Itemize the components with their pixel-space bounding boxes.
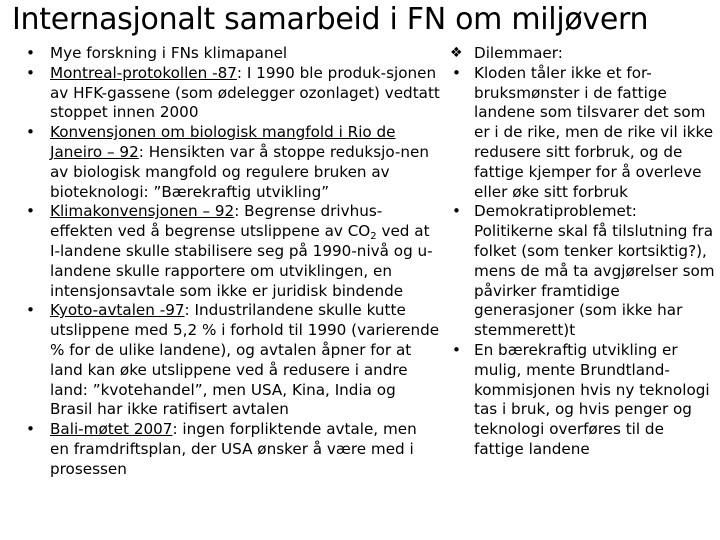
item-text: : ingen forpliktende avtale, men en framdriftsplan, der USA ønsker å være med i prosessen [50,420,417,478]
item-text: : Hensikten var å stoppe reduksjo-nen av biologisk mangfold og regulere bruken av bioteknologi: ”Bærekraftig utvikling” [50,142,429,201]
bullet-icon: • [26,202,35,221]
right-bullet-list [448,44,716,460]
list-item [22,44,440,64]
dilemma-heading: Dilemmaer: [474,44,563,62]
co2-subscript: 2 [370,231,377,243]
bullet-icon: • [26,123,35,142]
slide-title: Internasjonalt samarbeid i FN om miljøvern [12,2,649,37]
list-item [448,202,716,341]
item-title: Kyoto-avtalen -97 [50,301,185,320]
item-title: Bali-møtet 2007 [50,420,173,439]
bullet-icon: • [26,63,35,82]
bullet-icon: • [452,202,461,221]
item-text: En bærekraftig utvikling er mulig, mente Brundtland-kommisjonen hvis ny teknologi tas i bruk, og hvis penger og teknologi overføres til de fattige landene [474,340,710,458]
item-title: Montreal-protokollen -87 [50,63,237,82]
item-text: : Begrense drivhus-effekten ved å begrense utslippene av CO [50,202,383,241]
bullet-icon: • [452,340,461,359]
item-text: : I 1990 ble produk-sjonen av HFK-gassene (som ødelegger ozonlaget) vedtatt stoppet innen 2000 [50,63,440,122]
list-item [448,64,716,203]
bullet-icon: • [26,301,35,320]
item-text: ved at I-landene skulle stabilisere seg på 1990-nivå og u-landene skulle rapportere om utviklingen, en intensjonsavtale som ikke er juridisk bindende [50,222,433,300]
list-item [22,64,440,123]
list-item [22,202,440,301]
list-item [22,420,440,479]
list-item [448,44,716,64]
item-title: Konvensjonen om biologisk mangfold i Rio de Janeiro – 92 [50,123,396,161]
item-title: Klimakonvensjonen – 92 [50,202,235,221]
bullet-icon: • [26,44,35,62]
left-column [22,44,440,480]
diamond-bullet-icon: ❖ [450,45,463,61]
item-text: Kloden tåler ikke et for-bruksmønster i de fattige landene som tilsvarer det som er i de rike, men de rike vil ikke redusere sitt forbruk, og de fattige kjemper for å overleve eller øke sitt forbruk [474,63,714,201]
item-text: Demokratiproblemet: Politikerne skal få tilslutning fra folket (som tenker kortsiktig?), mens de må ta avgjørelser som påvirker framtidige generasjoner (som ikke har stemmerett)t [474,202,715,340]
right-column [448,44,716,460]
left-bullet-list [22,44,440,480]
bullet-icon: • [452,63,461,82]
bullet-icon: • [26,420,35,439]
item-text: Mye forskning i FNs klimapanel [50,44,288,62]
item-text: : Industrilandene skulle kutte utslippene med 5,2 % i forhold til 1990 (varierende % for de ulike landene), og avtalen åpner for at land kan øke utslippene ved å redusere i andre land: ”kvotehandel”, men USA, Kina, India og Brasil har ikke ratifisert avtalen [50,301,440,419]
list-item [448,341,716,460]
list-item [22,301,440,420]
list-item [22,123,440,202]
